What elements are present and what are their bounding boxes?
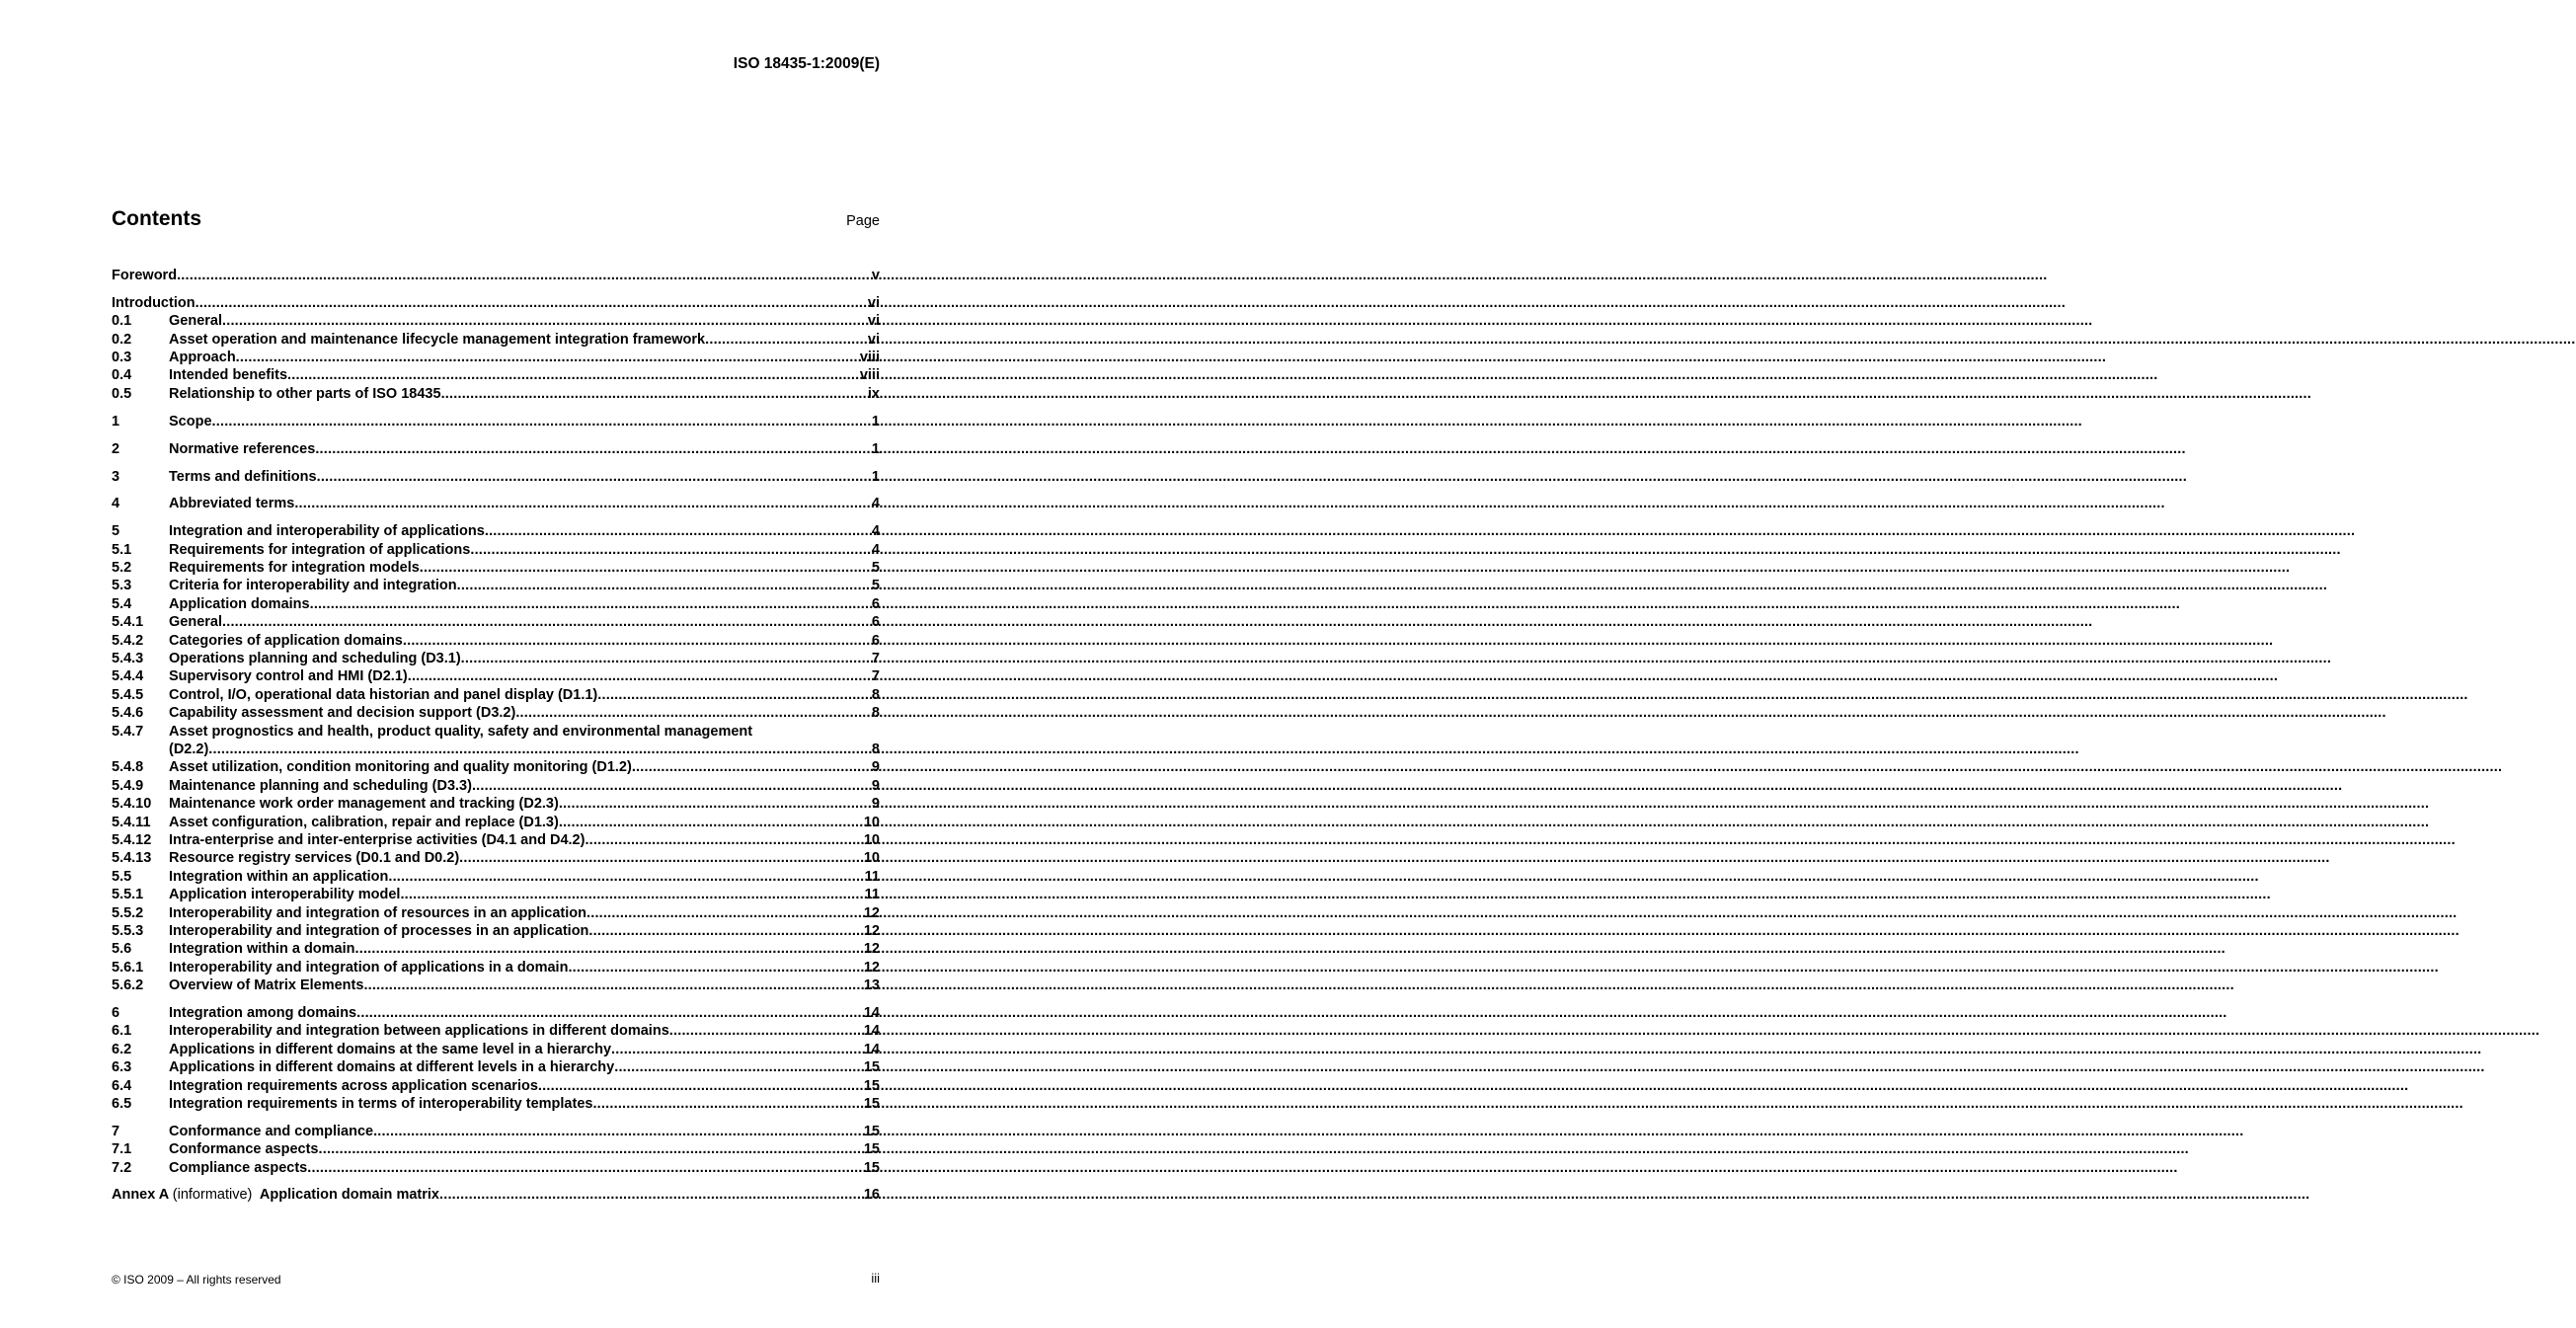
toc-entry-title: Approach (169, 350, 236, 366)
toc-leader-dots (403, 632, 872, 650)
toc-entry[interactable] (112, 1140, 880, 1158)
toc-entry[interactable] (112, 667, 880, 685)
toc-leader-dots (459, 849, 864, 867)
annex-label: Annex A (112, 1187, 169, 1204)
toc-entry-number: 5.4.3 (112, 651, 144, 667)
toc-entry[interactable] (112, 686, 880, 704)
toc-entry-number: 5.4.13 (112, 850, 152, 867)
toc-leader-dots (669, 1022, 864, 1040)
toc-leader-dots (586, 904, 864, 922)
toc-entry-number: 7 (112, 1123, 120, 1139)
toc-entry-page: 10 (863, 850, 880, 867)
toc-leader-dots (236, 349, 860, 366)
toc-entry-title: Resource registry services (D0.1 and D0.2) (169, 850, 460, 867)
toc-entry-number: 0.5 (112, 385, 132, 402)
toc-entry[interactable] (112, 331, 880, 349)
toc-entry-number: 5.5.2 (112, 904, 144, 921)
toc-entry-page: 6 (871, 595, 880, 612)
toc-entry-number: 5.4.7 (112, 723, 144, 740)
toc-leader-dots (310, 595, 872, 613)
toc-leader-dots (515, 704, 872, 722)
toc-entry-title: Interoperability and integration of resources in an application (169, 904, 586, 921)
toc-entry-number: 5.6.2 (112, 977, 144, 994)
toc-entry-page: 12 (863, 959, 880, 976)
toc-entry-number: 6 (112, 1004, 120, 1021)
toc-entry[interactable] (112, 886, 880, 903)
toc-entry-page: 4 (871, 496, 880, 512)
toc-leader-dots (611, 1041, 864, 1058)
toc-leader-dots (470, 541, 872, 559)
toc-entry-number: 0.2 (112, 331, 132, 348)
toc-entry-number: 6.3 (112, 1059, 132, 1076)
toc-entry[interactable] (112, 1077, 880, 1095)
toc-entry-number: 5.4.11 (112, 814, 151, 830)
toc-entry[interactable] (112, 814, 880, 831)
toc-entry-number: 5.3 (112, 578, 132, 594)
toc-leader-dots (461, 650, 872, 667)
toc-entry-number: 5.4.9 (112, 777, 144, 794)
toc-entry[interactable] (112, 758, 880, 776)
toc-leader-dots (307, 1159, 864, 1177)
toc-leader-dots (363, 976, 863, 994)
copyright-notice: © ISO 2009 – All rights reserved (112, 1273, 281, 1287)
toc-entry-number: 0.4 (112, 367, 132, 384)
toc-leader-dots (195, 294, 868, 312)
toc-leader-dots (212, 413, 872, 430)
toc-leader-dots (705, 331, 868, 349)
toc-entry-page: 14 (863, 1004, 880, 1021)
toc-entry-number: 5.4.2 (112, 632, 144, 649)
toc-leader-dots (614, 1058, 864, 1076)
toc-entry-page: 4 (871, 523, 880, 540)
toc-entry-title: Normative references (169, 440, 316, 457)
toc-leader-dots (294, 495, 872, 512)
toc-entry-title: General (169, 614, 222, 631)
toc-leader-dots (319, 1140, 864, 1158)
toc-entry[interactable] (112, 1041, 880, 1058)
annex-informative: (informative) (172, 1187, 253, 1204)
toc-entry-page: 8 (871, 686, 880, 703)
toc-entry-title: Integration within an application (169, 868, 389, 885)
toc-leader-dots (420, 559, 872, 577)
toc-leader-dots (592, 1095, 863, 1113)
toc-entry[interactable] (112, 795, 880, 813)
toc-entry-number: 7.1 (112, 1141, 132, 1158)
toc-leader-dots (222, 312, 868, 330)
toc-entry-title: Conformance and compliance (169, 1123, 374, 1139)
toc-entry-title: Requirements for integration models (169, 560, 420, 577)
toc-entry-number: 5.5 (112, 868, 132, 885)
toc-entry[interactable] (112, 940, 880, 958)
toc-entry-title: Integration and interoperability of applications (169, 523, 485, 540)
toc-entry-title: Maintenance planning and scheduling (D3.3) (169, 777, 472, 794)
toc-entry-page: 11 (864, 868, 880, 885)
toc-entry[interactable] (112, 831, 880, 849)
toc-entry-page: 6 (871, 632, 880, 649)
toc-leader-dots (287, 366, 860, 384)
toc-entry-number: 5.4.5 (112, 686, 144, 703)
toc-entry-title: Relationship to other parts of ISO 18435 (169, 385, 441, 402)
toc-entry-page: 15 (863, 1095, 880, 1112)
toc-entry-page: 5 (871, 560, 880, 577)
toc-entry-page: 4 (871, 541, 880, 558)
toc-entry-title: Supervisory control and HMI (D2.1) (169, 668, 408, 685)
toc-entry-title: Scope (169, 413, 212, 430)
toc-entry[interactable] (112, 440, 880, 458)
toc-entry-title: Compliance aspects (169, 1159, 308, 1176)
page-number: iii (871, 1271, 880, 1286)
toc-entry-title: Foreword (112, 268, 178, 283)
toc-entry[interactable] (112, 559, 880, 577)
toc-entry-title: Asset utilization, condition monitoring and quality monitoring (D1.2) (169, 759, 632, 776)
toc-leader-dots (208, 741, 872, 758)
toc-leader-dots (356, 1004, 864, 1022)
document-id: ISO 18435-1:2009(E) (733, 55, 880, 72)
toc-entry-number: 5.5.1 (112, 887, 144, 903)
toc-entry[interactable] (112, 267, 880, 284)
toc-entry[interactable] (112, 595, 880, 613)
toc-entry-number: 5.1 (112, 541, 132, 558)
toc-entry[interactable] (112, 1058, 880, 1076)
toc-leader-dots (408, 667, 872, 685)
toc-leader-dots (585, 831, 863, 849)
toc-entry-number: 5.4.6 (112, 705, 144, 722)
toc-entry-number: 6.2 (112, 1041, 132, 1057)
toc-entry[interactable] (112, 294, 880, 312)
toc-entry[interactable] (112, 959, 880, 976)
toc-entry[interactable] (112, 1004, 880, 1022)
toc-leader-dots (441, 385, 868, 403)
toc-entry[interactable] (112, 976, 880, 994)
toc-entry[interactable] (112, 741, 880, 758)
table-of-contents (112, 267, 880, 1205)
toc-entry-number: 7.2 (112, 1159, 132, 1176)
toc-entry[interactable] (112, 366, 880, 384)
toc-entry[interactable] (112, 632, 880, 650)
toc-entry[interactable] (112, 495, 880, 512)
toc-entry[interactable] (112, 1159, 880, 1177)
toc-entry-number: 2 (112, 440, 120, 457)
toc-entry-number: 6.4 (112, 1077, 132, 1094)
contents-heading: Contents (112, 207, 201, 230)
toc-entry-page: vi (867, 313, 880, 330)
toc-entry-title: General (169, 313, 222, 330)
toc-entry-page: 13 (863, 977, 880, 994)
toc-entry-page: 15 (863, 1077, 880, 1094)
toc-leader-dots (538, 1077, 864, 1095)
toc-entry-page: 9 (871, 777, 880, 794)
toc-leader-dots (568, 959, 863, 976)
toc-entry-number: 5.4.1 (112, 614, 144, 631)
toc-entry-number: 5.2 (112, 560, 132, 577)
toc-entry-page: ix (867, 385, 880, 402)
toc-leader-dots (177, 267, 872, 284)
toc-entry-page: 6 (871, 614, 880, 631)
toc-entry[interactable] (112, 849, 880, 867)
toc-entry-number: 5.6.1 (112, 959, 144, 976)
toc-entry-title: Integration among domains (169, 1004, 357, 1021)
toc-entry-title: Intra-enterprise and inter-enterprise activities (D4.1 and D4.2) (169, 831, 585, 848)
toc-entry-title: Asset operation and maintenance lifecycle management integration framework (169, 331, 706, 348)
page-column-label: Page (846, 213, 880, 229)
toc-entry-title: Criteria for interoperability and integration (169, 578, 457, 594)
toc-entry-page: 14 (863, 1041, 880, 1057)
toc-entry-page: 8 (871, 741, 880, 757)
toc-leader-dots (457, 577, 872, 594)
toc-entry-page: 15 (863, 1059, 880, 1076)
toc-entry[interactable] (112, 349, 880, 366)
toc-entry-number: 5.4 (112, 595, 132, 612)
toc-entry-page: viii (859, 350, 880, 366)
toc-entry-page: 14 (863, 1023, 880, 1040)
toc-entry[interactable] (112, 922, 880, 940)
toc-leader-dots (472, 777, 872, 795)
toc-leader-dots (373, 1123, 864, 1140)
toc-entry-page: vi (867, 331, 880, 348)
toc-entry-page: 5 (871, 578, 880, 594)
annex-entry (112, 1186, 439, 1204)
toc-entry-title: Application interoperability model (169, 887, 401, 903)
toc-entry-annex[interactable] (112, 1186, 880, 1204)
toc-entry[interactable] (112, 312, 880, 330)
toc-entry[interactable] (112, 577, 880, 594)
toc-entry-title: Integration requirements across application scenarios (169, 1077, 538, 1094)
toc-entry-title: Integration requirements in terms of interoperability templates (169, 1095, 593, 1112)
toc-entry[interactable] (112, 385, 880, 403)
toc-entry-page: 10 (863, 814, 880, 830)
toc-entry-page: 12 (863, 941, 880, 958)
toc-entry[interactable] (112, 1022, 880, 1040)
toc-entry-number: 6.1 (112, 1023, 132, 1040)
toc-entry[interactable] (112, 613, 880, 631)
toc-entry-page: 15 (863, 1159, 880, 1176)
toc-leader-dots (439, 1186, 864, 1204)
toc-entry-title: Asset prognostics and health, product quality, safety and environmental management (169, 723, 753, 740)
toc-entry-number: 1 (112, 413, 120, 430)
toc-entry-number: 5.4.12 (112, 831, 152, 848)
toc-entry-number: 5.5.3 (112, 922, 144, 939)
toc-entry-number: 0.1 (112, 313, 132, 330)
toc-entry[interactable] (112, 413, 880, 430)
toc-leader-dots (559, 795, 872, 813)
toc-entry-number: 5.4.4 (112, 668, 144, 685)
toc-entry-title: Categories of application domains (169, 632, 403, 649)
toc-entry-number: 5 (112, 523, 120, 540)
toc-entry-title: Maintenance work order management and tracking (D2.3) (169, 796, 559, 813)
toc-entry-title: Applications in different domains at different levels in a hierarchy (169, 1059, 615, 1076)
toc-entry-title: Application domains (169, 595, 310, 612)
toc-entry-title: Interoperability and integration of processes in an application (169, 922, 589, 939)
toc-entry-page: 1 (871, 468, 880, 485)
toc-leader-dots (597, 686, 872, 704)
toc-entry-page: 7 (871, 651, 880, 667)
toc-entry-page: 12 (863, 904, 880, 921)
toc-entry-page: 10 (863, 831, 880, 848)
toc-leader-dots (317, 468, 872, 486)
toc-entry[interactable] (112, 1095, 880, 1113)
toc-leader-dots (222, 613, 872, 631)
toc-entry-page: 1 (871, 440, 880, 457)
toc-entry-number: 3 (112, 468, 120, 485)
toc-entry[interactable] (112, 723, 880, 741)
toc-entry[interactable] (112, 868, 880, 886)
toc-entry-page: 7 (871, 668, 880, 685)
toc-entry-number: 6.5 (112, 1095, 132, 1112)
toc-entry-number: 5.6 (112, 941, 132, 958)
toc-leader-dots (388, 868, 864, 886)
toc-entry-page: 12 (863, 922, 880, 939)
toc-entry-title: Intended benefits (169, 367, 288, 384)
toc-leader-dots (400, 886, 864, 903)
toc-entry-title: Abbreviated terms (169, 496, 295, 512)
toc-entry[interactable] (112, 704, 880, 722)
toc-entry-title: Applications in different domains at the same level in a hierarchy (169, 1041, 612, 1057)
toc-entry-title: Capability assessment and decision support (D3.2) (169, 705, 516, 722)
annex-page: 16 (863, 1187, 880, 1204)
toc-entry-title: (D2.2) (169, 741, 209, 757)
toc-entry-title: Introduction (112, 294, 195, 311)
toc-entry-page: v (871, 268, 880, 283)
toc-entry[interactable] (112, 468, 880, 486)
toc-entry-title: Overview of Matrix Elements (169, 977, 364, 994)
toc-entry[interactable] (112, 650, 880, 667)
toc-entry-page: 9 (871, 796, 880, 813)
toc-entry-number: 5.4.10 (112, 796, 152, 813)
toc-entry[interactable] (112, 777, 880, 795)
toc-leader-dots (485, 522, 872, 540)
toc-entry-page: vi (867, 294, 880, 311)
toc-entry-page: 8 (871, 705, 880, 722)
toc-entry-page: 15 (863, 1141, 880, 1158)
toc-leader-dots (632, 758, 872, 776)
toc-entry[interactable] (112, 522, 880, 540)
toc-entry-page: 1 (871, 413, 880, 430)
toc-entry-title: Interoperability and integration between applications in different domains (169, 1023, 669, 1040)
toc-entry-page: 15 (863, 1123, 880, 1139)
toc-entry-title: Integration within a domain (169, 941, 355, 958)
toc-entry-number: 4 (112, 496, 120, 512)
toc-entry-page: 9 (871, 759, 880, 776)
toc-entry-title: Asset configuration, calibration, repair and replace (D1.3) (169, 814, 559, 830)
toc-leader-dots (315, 440, 872, 458)
toc-entry-title: Conformance aspects (169, 1141, 319, 1158)
toc-entry[interactable] (112, 541, 880, 559)
toc-entry-title: Operations planning and scheduling (D3.1) (169, 651, 461, 667)
toc-entry[interactable] (112, 904, 880, 922)
toc-entry-title: Interoperability and integration of applications in a domain (169, 959, 569, 976)
toc-entry-title: Terms and definitions (169, 468, 317, 485)
toc-leader-dots (559, 814, 864, 831)
toc-entry-title: Control, I/O, operational data historian and panel display (D1.1) (169, 686, 598, 703)
toc-entry-page: 11 (864, 887, 880, 903)
toc-entry[interactable] (112, 1123, 880, 1140)
toc-entry-title: Requirements for integration of applications (169, 541, 471, 558)
annex-title: Application domain matrix (259, 1187, 439, 1204)
toc-leader-dots (588, 922, 863, 940)
toc-entry-number: 5.4.8 (112, 759, 144, 776)
toc-leader-dots (355, 940, 864, 958)
toc-entry-page: viii (859, 367, 880, 384)
toc-entry-number: 0.3 (112, 350, 132, 366)
